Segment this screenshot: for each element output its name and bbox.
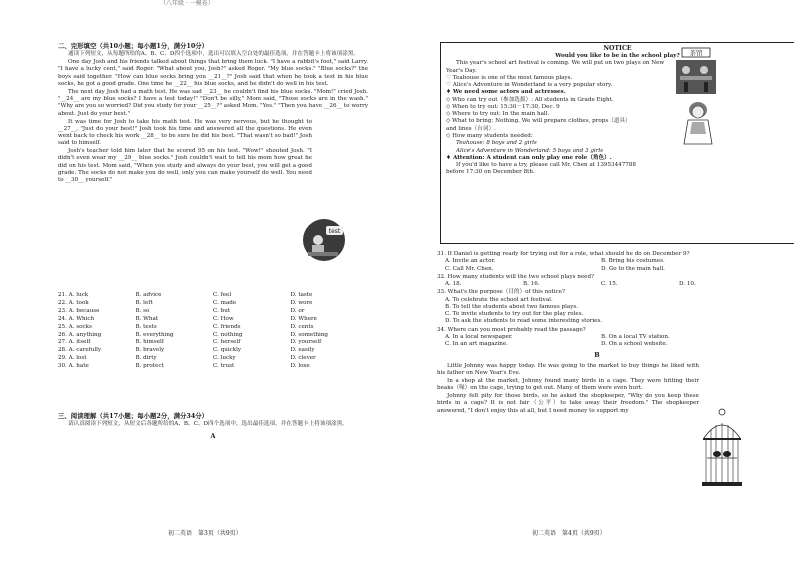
option-row bbox=[58, 355, 368, 363]
option-row bbox=[58, 300, 368, 308]
option-cell: B. left bbox=[135, 300, 153, 307]
answer-option-row bbox=[437, 311, 757, 318]
option-cell: C. feel bbox=[213, 292, 232, 299]
option-cell: C. How bbox=[213, 315, 234, 322]
notice-line: ♦ We need some actors and actresses. bbox=[446, 89, 566, 96]
cloze-paragraph: Josh's teacher told him later that he scored 95 on his test. "Wow!" shouted Josh. "I didn't even wear my __29__ blue socks." Josh couldn't wait to tell his mom how great he did on his test. Mom said, "When you study and always do your best, you will get a good grade. The socks do not make you do well, only you can make yourself do well. You need to __30__ yourself." bbox=[58, 148, 312, 184]
option-cell: 24. A. Which bbox=[58, 315, 95, 322]
answer-option: A. In a local newspaper. bbox=[445, 333, 513, 340]
right-footer: 初二英语 第4页（共9页） bbox=[532, 530, 606, 538]
option-cell: D. Where bbox=[290, 315, 317, 322]
notice-line: This year's school art festival is coming. We will put on two plays on New Year's Day. bbox=[446, 60, 665, 74]
section3-instructions: 请认真阅读下列短文，从短文后各题所给的A、B、C、D四个选项中，选出最佳选项，并在答题卡上将该项涂黑。 bbox=[68, 421, 348, 428]
question-item bbox=[437, 289, 757, 325]
option-cell: D. cents bbox=[290, 323, 314, 330]
teahouse-sign: 茶馆 bbox=[689, 49, 703, 57]
option-cell: D. lose bbox=[290, 363, 310, 370]
option-row bbox=[58, 363, 368, 371]
option-cell: 21. A. luck bbox=[58, 292, 89, 299]
answer-option: C. Call Mr. Chen. bbox=[445, 265, 494, 272]
question-text: 32. How many students will the two school plays need? bbox=[437, 273, 595, 280]
alice-illustration bbox=[680, 100, 716, 148]
passage-b-paragraph: In a shop at the market, Johnny found many birds in a cage. They were hitting their beaks（喙）on the cage, trying to get out. Many of them were even hurt. bbox=[437, 377, 699, 392]
section2-instructions: 通读下列短文，从每题所给的A、B、C、D四个选项中，选出可以填入空白处的最佳选项，并在答题卡上将该项涂黑。 bbox=[68, 51, 360, 58]
cloze-paragraph: It was time for Josh to take his math test. He was very nervous, but he thought to __27__, "Just do your best!" Josh took his time and answered all the questions. He even went back to check his work __28__ to be sure he did his best. "That wasn't so bad!" Josh said to himself. bbox=[58, 118, 312, 147]
option-row bbox=[58, 308, 368, 316]
left-footer: 初二英语 第3页（共9页） bbox=[168, 530, 242, 538]
option-cell: 26. A. anything bbox=[58, 331, 102, 338]
option-row bbox=[58, 347, 368, 355]
option-cell: 28. A. carefully bbox=[58, 347, 102, 354]
option-cell: 22. A. took bbox=[58, 300, 89, 307]
question-text: 33. What's the purpose（目的）of this notice? bbox=[437, 289, 566, 296]
notice-title: NOTICE bbox=[603, 45, 632, 52]
option-row bbox=[58, 292, 368, 300]
notice-line: ♡ Teahouse is one of the most famous plays. bbox=[446, 74, 573, 81]
option-cell: 23. A. because bbox=[58, 308, 100, 315]
option-cell: C. nothing bbox=[213, 331, 243, 338]
option-cell: B. himself bbox=[135, 339, 164, 346]
option-cell: B. tests bbox=[135, 323, 157, 330]
notice-line: If you'd like to have a try, please call Mr. Chen at 13953447788 bbox=[456, 162, 636, 169]
notice-box bbox=[440, 42, 794, 244]
notice-line: ♦ Attention: A student can only play one role（角色）. bbox=[446, 154, 612, 161]
answer-option: A. 18. bbox=[445, 281, 462, 288]
answer-option: A. To celebrate the school art festival. bbox=[445, 296, 553, 303]
option-cell: 27. A. itself bbox=[58, 339, 91, 346]
option-cell: C. made bbox=[213, 300, 237, 307]
answer-option-row bbox=[437, 341, 757, 348]
option-cell: D. something bbox=[290, 331, 329, 338]
question-text: 34. Where can you most probably read the passage? bbox=[437, 326, 586, 333]
cloze-passage bbox=[58, 59, 368, 184]
answer-option: D. Go to the main hall. bbox=[601, 265, 665, 272]
answer-option-row bbox=[437, 258, 757, 265]
boy-taking-test-illustration bbox=[300, 218, 348, 262]
notice-line: and lines（台词）. bbox=[446, 125, 496, 132]
answer-option: B. On a local TV station. bbox=[601, 333, 670, 340]
option-row bbox=[58, 316, 368, 324]
option-cell: D. taste bbox=[290, 292, 313, 299]
options-table bbox=[58, 292, 368, 371]
option-cell: B. protect bbox=[135, 363, 164, 370]
notice-line: Would you like to be in the school play? bbox=[555, 53, 680, 60]
option-cell: B. so bbox=[135, 308, 150, 315]
question-item bbox=[437, 274, 757, 289]
question-item bbox=[437, 327, 757, 349]
answer-option: A. Invite an actor. bbox=[445, 258, 496, 265]
answer-option: C. To invite students to try out for the play roles. bbox=[445, 311, 584, 318]
option-row bbox=[58, 339, 368, 347]
answer-option-row bbox=[437, 318, 757, 325]
option-cell: B. advice bbox=[135, 292, 162, 299]
answer-option-row bbox=[437, 266, 757, 273]
option-cell: B. everything bbox=[135, 331, 174, 338]
notice-lines bbox=[446, 53, 789, 177]
option-cell: B. dirty bbox=[135, 355, 157, 362]
birdcage-illustration bbox=[699, 408, 745, 490]
answer-option-row bbox=[437, 334, 757, 341]
page-header: （八年级 · 一模卷） bbox=[160, 0, 214, 7]
passage-b-paragraph: Little Johnny was happy today. He was going to the market to buy things he liked with his father on New Year's Eve. bbox=[437, 362, 699, 377]
reading-section-intro bbox=[58, 412, 368, 443]
notice-line: ◇ What to bring: Nothing. We will prepare clothes, props（道具） bbox=[446, 118, 631, 125]
option-cell: C. lucky bbox=[213, 355, 236, 362]
cloze-section bbox=[58, 42, 368, 185]
option-cell: C. but bbox=[213, 308, 231, 315]
section2-title: 二、完形填空（共10小题；每小题1分，满分10分） bbox=[58, 42, 209, 50]
teahouse-illustration bbox=[674, 46, 718, 96]
option-cell: C. herself bbox=[213, 339, 241, 346]
option-cell: D. clever bbox=[290, 355, 316, 362]
option-cell: 25. A. socks bbox=[58, 323, 92, 330]
notice-line: before 17:30 on December 8th. bbox=[446, 169, 535, 176]
option-cell: D. wore bbox=[290, 300, 313, 307]
option-cell: D. yourself bbox=[290, 339, 322, 346]
section-b-letter: B bbox=[594, 351, 600, 360]
answer-option-row bbox=[437, 304, 757, 311]
answer-option: D. On a school website. bbox=[601, 341, 668, 348]
cloze-options bbox=[58, 292, 368, 371]
questions-section bbox=[437, 250, 757, 415]
notice-line: Teahouse: 8 boys and 2 girls bbox=[456, 140, 537, 147]
notice-line: ◇ When to try out: 15:30－17:30, Dec. 9 bbox=[446, 103, 560, 110]
section3-title: 三、阅读理解（共17小题；每小题2分，满分34分） bbox=[58, 412, 209, 420]
option-cell: D. easily bbox=[290, 347, 315, 354]
section-a-letter: A bbox=[210, 431, 216, 440]
question-list bbox=[437, 251, 757, 348]
passage-b-paragraph: Johnny felt pity for those birds, so he asked the shopkeeper, "Why do you keep these birds in a cage? It is not fair（公平）to take away their freedom." The shopkeeper answered, "I don't enjoy this at all, but I need money to support my bbox=[437, 393, 699, 414]
answer-option: B. Bring his costumes. bbox=[601, 258, 665, 265]
answer-option: B. To tell the students about two famous plays. bbox=[445, 303, 579, 310]
answer-option: D. 10. bbox=[679, 281, 696, 288]
answer-option: C. In an art magazine. bbox=[445, 341, 508, 348]
answer-option: B. 16. bbox=[523, 281, 540, 288]
notice-line: Alice's Adventure in Wonderland: 5 boys and 3 girls bbox=[456, 147, 604, 154]
answer-option-row bbox=[437, 281, 757, 288]
option-cell: B. bravely bbox=[135, 347, 165, 354]
option-row bbox=[58, 331, 368, 339]
question-text: 31. If Daniel is getting ready for trying out for a role, what should he do on December 9? bbox=[437, 251, 690, 257]
notice-line: ♡ Alice's Adventure in Wonderland is a very popular story. bbox=[446, 82, 613, 89]
option-cell: 29. A. lost bbox=[58, 355, 87, 362]
cloze-paragraph: The next day Josh had a math test. He was sad __23__ he couldn't find his blue socks. "Mom!" cried Josh. "__24__ are my blue socks? I have a test today!" "Don't be silly," Mom said, "Those socks are in the wash." "Why are you so worried? Did you study for your __25__?" asked Mom. "Yes." "Then you have __26__ to worry about. Just do your best." bbox=[58, 88, 368, 117]
notice-line: ◇ Who can try out（参加选拔）: All students in Grade Eight. bbox=[446, 96, 614, 103]
option-cell: D. or bbox=[290, 308, 305, 315]
answer-option-row bbox=[437, 297, 757, 304]
option-cell: C. trust bbox=[213, 363, 235, 370]
option-cell: 30. A. hate bbox=[58, 363, 89, 370]
option-cell: B. What bbox=[135, 315, 159, 322]
notice-line: ◇ Where to try out: In the main hall. bbox=[446, 111, 550, 118]
cloze-paragraph: One day Josh and his friends talked about things that bring them luck. "I have a rabbit's foot," said Larry. "I have a lucky cent," said Roger. "What about you, Josh?" asked Roger. "My blue socks." "Blue socks?" the boys said together. "How can blue socks bring you __21__?" Josh said that when he took a test in his blue socks, he got a good grade. One time he __22__ his blue socks, and he didn't do well in his test. bbox=[58, 59, 368, 87]
option-row bbox=[58, 323, 368, 331]
option-cell: C. quickly bbox=[213, 347, 242, 354]
test-label: test bbox=[328, 228, 341, 235]
notice-line: ◇ How many students needed: bbox=[446, 132, 533, 139]
question-item bbox=[437, 251, 757, 273]
answer-option: C. 15. bbox=[601, 281, 618, 288]
option-cell: C. friends bbox=[213, 323, 241, 330]
right-page bbox=[397, 0, 794, 562]
answer-option: D. To ask the students to read some interesting stories. bbox=[445, 318, 603, 325]
